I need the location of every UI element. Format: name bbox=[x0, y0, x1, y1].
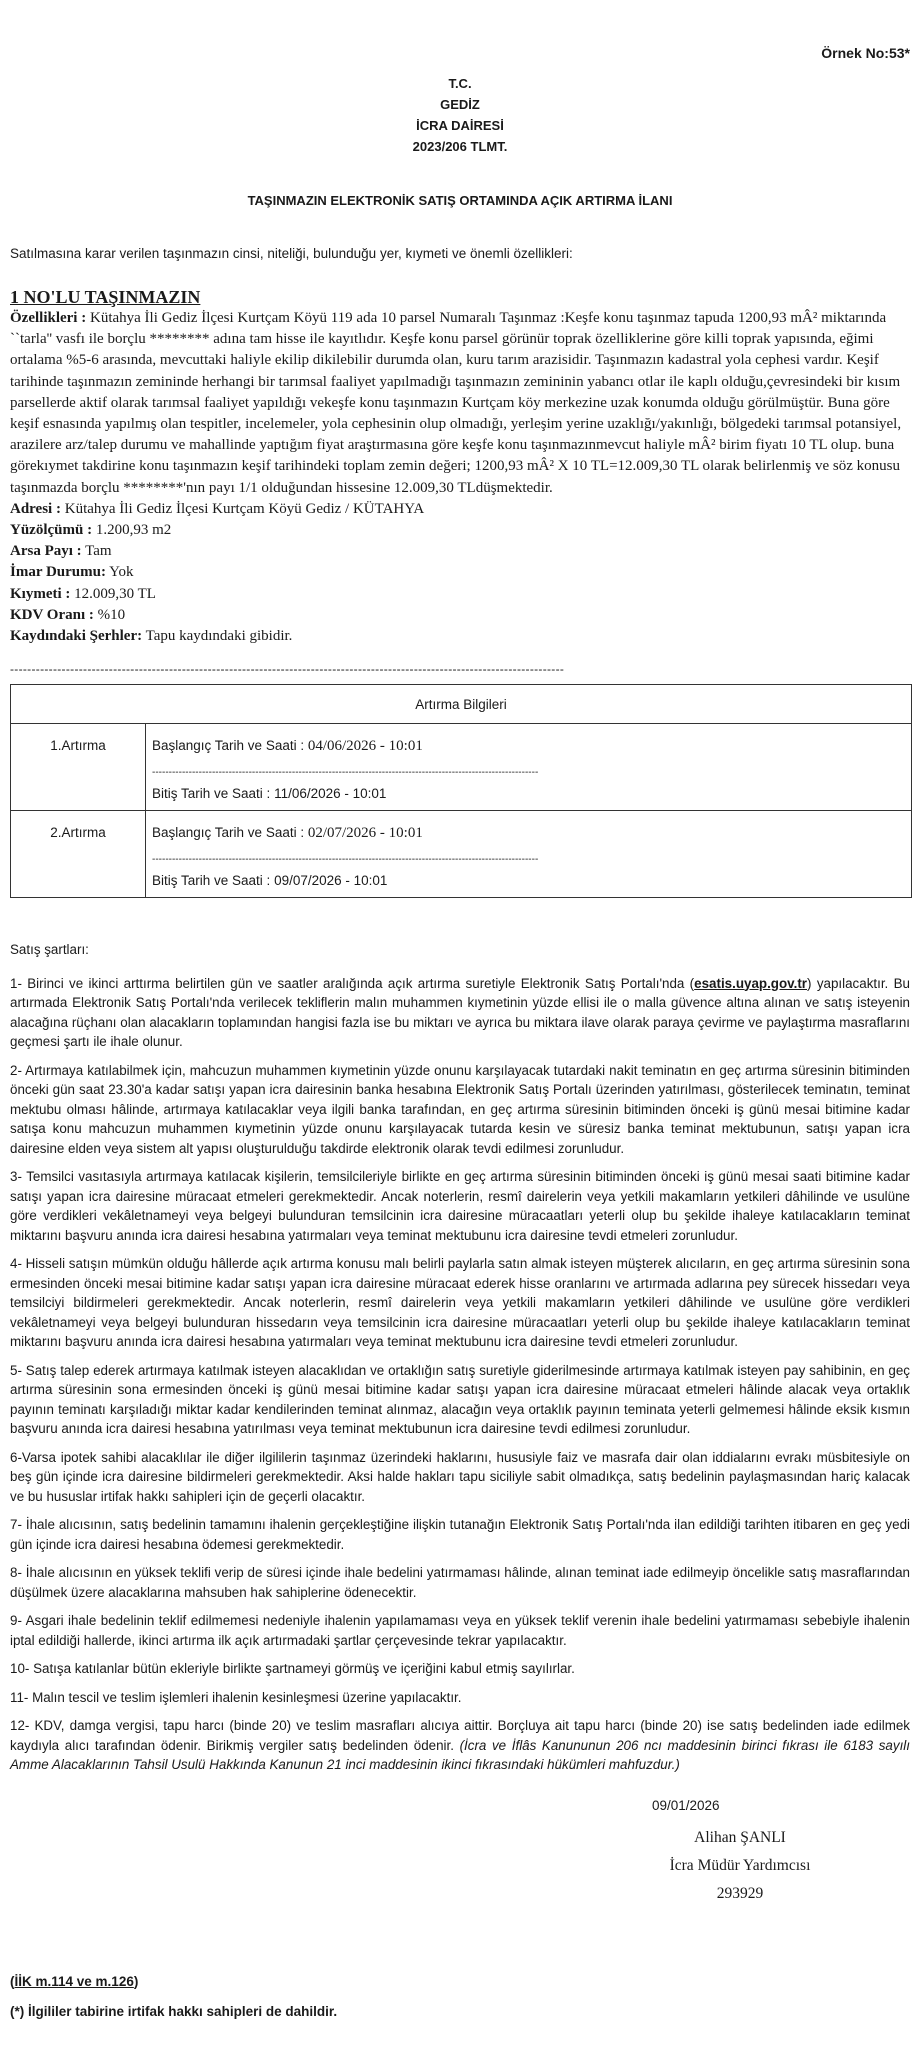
footnote: (*) İlgililer tabirine irtifak hakkı sahipleri de dahildir. bbox=[10, 2004, 338, 2019]
inner-separator: -------------------------------------------------------------------------------------------------------------------- bbox=[152, 767, 539, 778]
signer-name: Alihan ŞANLI bbox=[694, 1829, 786, 1846]
auction-start bbox=[152, 738, 905, 755]
auction-end bbox=[152, 873, 905, 888]
auction-dates bbox=[146, 811, 912, 898]
header-city: GEDİZ bbox=[440, 97, 480, 112]
zoning-value: Yok bbox=[105, 564, 134, 581]
property-area bbox=[10, 520, 910, 541]
sale-conditions bbox=[10, 940, 910, 1784]
condition-8: 8- İhale alıcısının en yüksek teklifi verip de süresi içinde ihale bedelini yatırmaması hâlinde, alınan teminat iade edilmeyip öncelikle satış masraflarından düşülmek üzere alacaklarına mahsuben hak sahiplerine ödenecektir. bbox=[10, 1565, 910, 1600]
features-label: Özellikleri : bbox=[10, 310, 87, 326]
document-date: 09/01/2026 bbox=[652, 1798, 720, 1813]
auction-start bbox=[152, 825, 905, 842]
annotations-label: Kaydındaki Şerhler: bbox=[10, 628, 143, 645]
condition-1-before: 1- Birinci ve ikinci arttırma belirtilen gün ve saatler aralığında açık artırma suretiyle Elektronik Satış Portalı'nda ( bbox=[10, 975, 695, 991]
signer-id: 293929 bbox=[716, 1885, 764, 1902]
condition-5: 5- Satış talep ederek artırmaya katılmak isteyen alacaklıdan ve ortaklığın satış suretiyle giderilmesinde artırmaya katılmak isteyen pay sahibinin, en geç artırma süresinin sona ermesinden önceki iş günü mesai bitimine kadar satışı yapan icra dairesine müracaat etmeleri hâlinde alacak veya ortaklık payının teminatı karşıladığı miktar kadar kendilerinden teminat alınmaz, alacağın veya ortaklık payının teminata yeterli gelmemesi hâlinde eksik kısmın başvuru anında icra dairesi hesabına yatırılması veya teminat mektubunun icra dairesine tevdi edilmesi zorunludur. bbox=[10, 1362, 910, 1436]
condition-12-italic: (İcra ve İflâs Kanununun 206 ncı maddesinin birinci fıkrası ile 6183 sayılı Amme Alacaklarının Tahsil Usulü Hakkında Kanunun 21 inci maddesinin ikinci fıkrasındaki hükümleri mahfuzdur.) bbox=[10, 1737, 910, 1772]
area-value: 1.200,93 m2 bbox=[92, 522, 172, 539]
value-label: Kıymeti : bbox=[10, 585, 71, 602]
law-reference bbox=[10, 1974, 138, 1989]
auction-end bbox=[152, 786, 905, 801]
property-zoning bbox=[10, 562, 910, 583]
ilan-title: TAŞINMAZIN ELEKTRONİK SATIŞ ORTAMINDA AÇIK ARTIRMA İLANI bbox=[247, 193, 673, 208]
end-value: 11/06/2026 - 10:01 bbox=[270, 786, 387, 801]
zoning-label: İmar Durumu: bbox=[10, 564, 106, 581]
auction-table-heading: Artırma Bilgileri bbox=[11, 685, 912, 724]
condition-9: 9- Asgari ihale bedelinin teklif edilmemesi nedeniyle ihalenin yapılamaması veya en yüksek teklif verenin ihale bedelini yatırmaması sebebiyle ihalenin iptal edildiği hallerde, ikinci artırma ilk açık artırmadaki şartlar çerçevesinde tekrar yapılacaktır. bbox=[10, 1613, 910, 1648]
office-header bbox=[0, 73, 920, 157]
end-label: Bitiş Tarih ve Saati : bbox=[152, 873, 271, 888]
condition-1 bbox=[10, 974, 910, 1052]
condition-1-after: ) yapılacaktır. Bu artırmada Elektronik Satış Portalı'nda verilecek tekliflerin malın muhammen kıymetinin yüzde ellisi ile o malla güvence altına alınan ve satış isteyenin alacağına rüçhanı olan alacakların toplamından hangisi fazla ise bu miktarı ve ayrıca bu miktara ilave olarak paraya çevirme ve paylaştırma masraflarını geçmesi şartı ile ihale olunur. bbox=[10, 975, 910, 1049]
share-value: Tam bbox=[81, 543, 112, 560]
auction-row bbox=[11, 724, 912, 811]
vat-value: %10 bbox=[93, 606, 126, 623]
value-amount: 12.009,30 TL bbox=[70, 585, 156, 602]
start-value: 02/07/2026 - 10:01 bbox=[304, 825, 423, 841]
auction-row bbox=[11, 811, 912, 898]
property-share bbox=[10, 541, 910, 562]
condition-7: 7- İhale alıcısının, satış bedelinin tamamını ihalenin gerçekleştiğine ilişkin tutanağın Elektronik Satış Portalı'nda ilan edildiği tarihten itibaren en geç yedi gün içinde icra dairesi hesabına ödemesi gerekmektedir. bbox=[10, 1517, 910, 1552]
start-value: 04/06/2026 - 10:01 bbox=[304, 738, 423, 754]
auction-label: 1.Artırma bbox=[11, 724, 146, 811]
header-tc: T.C. bbox=[448, 76, 472, 91]
header-file-no: 2023/206 TLMT. bbox=[412, 139, 508, 154]
condition-12 bbox=[10, 1716, 910, 1775]
condition-12-main: 12- KDV, damga vergisi, tapu harcı (binde 20) ve teslim masrafları alıcıya aittir. Borçluya ait tapu harcı (binde 20) ise satış bedelinden iade edilmek kaydıyla alıcı tarafından ödenir. Birikmiş vergiler satış bedelinden ödenir. bbox=[10, 1718, 910, 1753]
auction-dates bbox=[146, 724, 912, 811]
inner-separator: -------------------------------------------------------------------------------------------------------------------- bbox=[152, 854, 539, 865]
address-label: Adresi : bbox=[10, 500, 61, 517]
condition-3: 3- Temsilci vasıtasıyla artırmaya katılacak kişilerin, temsilcileriyle birlikte en geç artırma süresinin bitiminden önceki iş günü mesai saati bitimine kadar satışı yapan icra dairesine müracaat etmeleri gerekmektedir. Ancak noterlerin, resmî dairelerin veya yetkili makamların yetkileri dâhilinde ve usulüne göre verdikleri vekâletnameyi veya belgeyi bulunduran temsilcinin icra dairesine müracaatları yeterli olup bu şekilde ihaleye katılacakların teminat miktarını başvuru anında icra dairesi hesabına yatırmaları veya teminat mektubunu icra dairesine tevdi etmeleri zorunludur. bbox=[10, 1169, 910, 1243]
intro-text: Satılmasına karar verilen taşınmazın cinsi, niteliği, bulunduğu yer, kıymeti ve önemli özellikleri: bbox=[10, 246, 573, 261]
condition-11: 11- Malın tescil ve teslim işlemleri ihalenin kesinleşmesi üzerine yapılacaktır. bbox=[10, 1689, 462, 1705]
auction-table bbox=[10, 684, 912, 898]
features-text: Kütahya İli Gediz İlçesi Kurtçam Köyü 119 ada 10 parsel Numaralı Taşınmaz :Keşfe konu taşınmaz tapuda 1200,93 mÂ² miktarında ``tarla'' vasfı ile borçlu ******** adına tam hisse ile kayıtlıdır. Keşfe konu parsel görünür toprak özelliklerine göre killi toprak yapısında, eğimi ortalama %5-6 arasında, mevcuttaki haliyle ekilip dikilebilir durumda olan, kuru tarım arazisidir. Taşınmazın kadastral yola cephesi vardır. Keşif tarihinde taşınmazın zemininde herhangi bir tarımsal faaliyet yapılmadığı taşınmazın zemininin yabancı otlar ile kaplı olduğu,çevresindeki bir kısım parsellerde aktif olarak tarımsal faaliyet yapıldığı vekeşfe konu taşınmazın Kurtçam köy merkezine uzak konumda olduğu görülmüştür. Buna göre keşif esnasında yapılmış olan tespitler, incelemeler, yola cephesinin olup olmadığı, yerleşim yerine uzaklığı/yakınlığı, bölgedeki tarımsal potansiyel, arazilere arz/talep durumu ve mahallinde yaptığım fiyat araştırmasına göre keşfe konu taşınmazınmevcut haliyle mÂ² birim fiyatı 10 TL olup. buna görekıymet takdirine konu taşınmazın keşif tarihindeki toplam zemin değeri; 1200,93 mÂ² X 10 TL=12.009,30 TL olarak belirlenmiş ve söz konusu taşınmazda borçlu ********'nın payı 1/1 olduğundan hissesine 12.009,30 TLdüşmektedir. bbox=[10, 310, 902, 496]
signer-title: İcra Müdür Yardımcısı bbox=[669, 1857, 811, 1874]
start-label: Başlangıç Tarih ve Saati : bbox=[152, 738, 305, 753]
vat-label: KDV Oranı : bbox=[10, 606, 94, 623]
property-address bbox=[10, 499, 910, 520]
law-ref-link[interactable]: İİK m.114 ve m.126 bbox=[14, 1974, 134, 1989]
condition-10: 10- Satışa katılanlar bütün ekleriyle birlikte şartnameyi görmüş ve içeriğini kabul etmiş sayılırlar. bbox=[10, 1661, 575, 1676]
signature-block bbox=[620, 1824, 860, 1908]
auction-label: 2.Artırma bbox=[11, 811, 146, 898]
area-label: Yüzölçümü : bbox=[10, 522, 93, 539]
condition-4: 4- Hisseli satışın mümkün olduğu hâllerde açık artırma konusu malı belirli paylarla satın almak isteyen müşterek alıcıların, en geç artırma süresinin sona ermesinden önceki mesai bitimine kadar satışı yapan icra dairesine müracaat ederek hisse oranlarını ve artırmada adlarına pey sürecek hissedarı veya temsilciyi bildirmeleri gerekmektedir. Ancak noterlerin, resmî dairelerin veya yetkili makamların yetkileri dâhilinde ve usulüne göre verdikleri vekâletnameyi veya belgeyi bulunduran hissedarın veya temsilcinin icra dairesine müracaatları yeterli olup bu şekilde ihaleye katılacakların teminat miktarını başvuru anında icra dairesi hesabına yatırmaları veya teminat mektubunu icra dairesine tevdi etmeleri zorunludur. bbox=[10, 1256, 910, 1349]
property-details bbox=[10, 286, 910, 647]
share-label: Arsa Payı : bbox=[10, 543, 82, 560]
conditions-heading: Satış şartları: bbox=[10, 942, 89, 957]
separator-line: --------------------------------------------------------------------------------------------------------------------------------- bbox=[10, 662, 565, 676]
start-label: Başlangıç Tarih ve Saati : bbox=[152, 825, 305, 840]
condition-2: 2- Artırmaya katılabilmek için, mahcuzun muhammen kıymetinin yüzde onunu karşılayacak tutardaki nakit teminatın en geç artırma süresinin bitiminden önceki gün saat 23.30'a kadar satışı yapan icra dairesinin banka hesabına Elektronik Satış Portalı üzerinden yatırılması, gösterilecek teminatın, teminat mektubu olması hâlinde, artırmaya katılacaklar veya ilgili banka tarafından, en geç artırma süresinin bitiminden önceki iş günü mesai bitimine kadar satışa konu mahcuzun muhammen kıymetinin yüzde onunu karşılayacak tutarda kesin ve süresiz banka teminat mektubunun, satışı yapan icra dairesine elden veya sistem alt yapısı oluşturulduğu takdirde elektronik olarak tevdi edilmesi zorunludur. bbox=[10, 1062, 910, 1156]
property-vat bbox=[10, 605, 910, 626]
end-value: 09/07/2026 - 10:01 bbox=[270, 873, 388, 888]
header-office: İCRA DAİRESİ bbox=[416, 118, 504, 133]
law-ref-open: ( bbox=[10, 1974, 15, 1989]
condition-6: 6-Varsa ipotek sahibi alacaklılar ile diğer ilgililerin taşınmaz üzerindeki haklarını, hususiyle faiz ve masrafa dair olan iddialarını evrakı müsbitesiyle on beş gün içinde icra dairesine bildirmeleri gerekmektedir. Aksi halde hakları tapu siciliyle sabit olmadıkça, satış bedelinin paylaşmasından hariç kalacak ve bu hususlar irtifak hakkı sahipleri için de geçerli olacaktır. bbox=[10, 1449, 910, 1504]
property-annotations bbox=[10, 626, 910, 647]
property-features bbox=[10, 308, 910, 499]
end-label: Bitiş Tarih ve Saati : bbox=[152, 786, 271, 801]
address-value: Kütahya İli Gediz İlçesi Kurtçam Köyü Gediz / KÜTAHYA bbox=[60, 500, 425, 517]
law-ref-close: ) bbox=[133, 1974, 139, 1989]
esatis-link[interactable]: esatis.uyap.gov.tr bbox=[694, 975, 808, 991]
ornek-no: Örnek No:53* bbox=[821, 45, 910, 61]
annotations-value: Tapu kaydındaki gibidir. bbox=[142, 628, 293, 645]
property-value bbox=[10, 584, 910, 605]
property-title: 1 NO'LU TAŞINMAZIN bbox=[10, 287, 201, 307]
